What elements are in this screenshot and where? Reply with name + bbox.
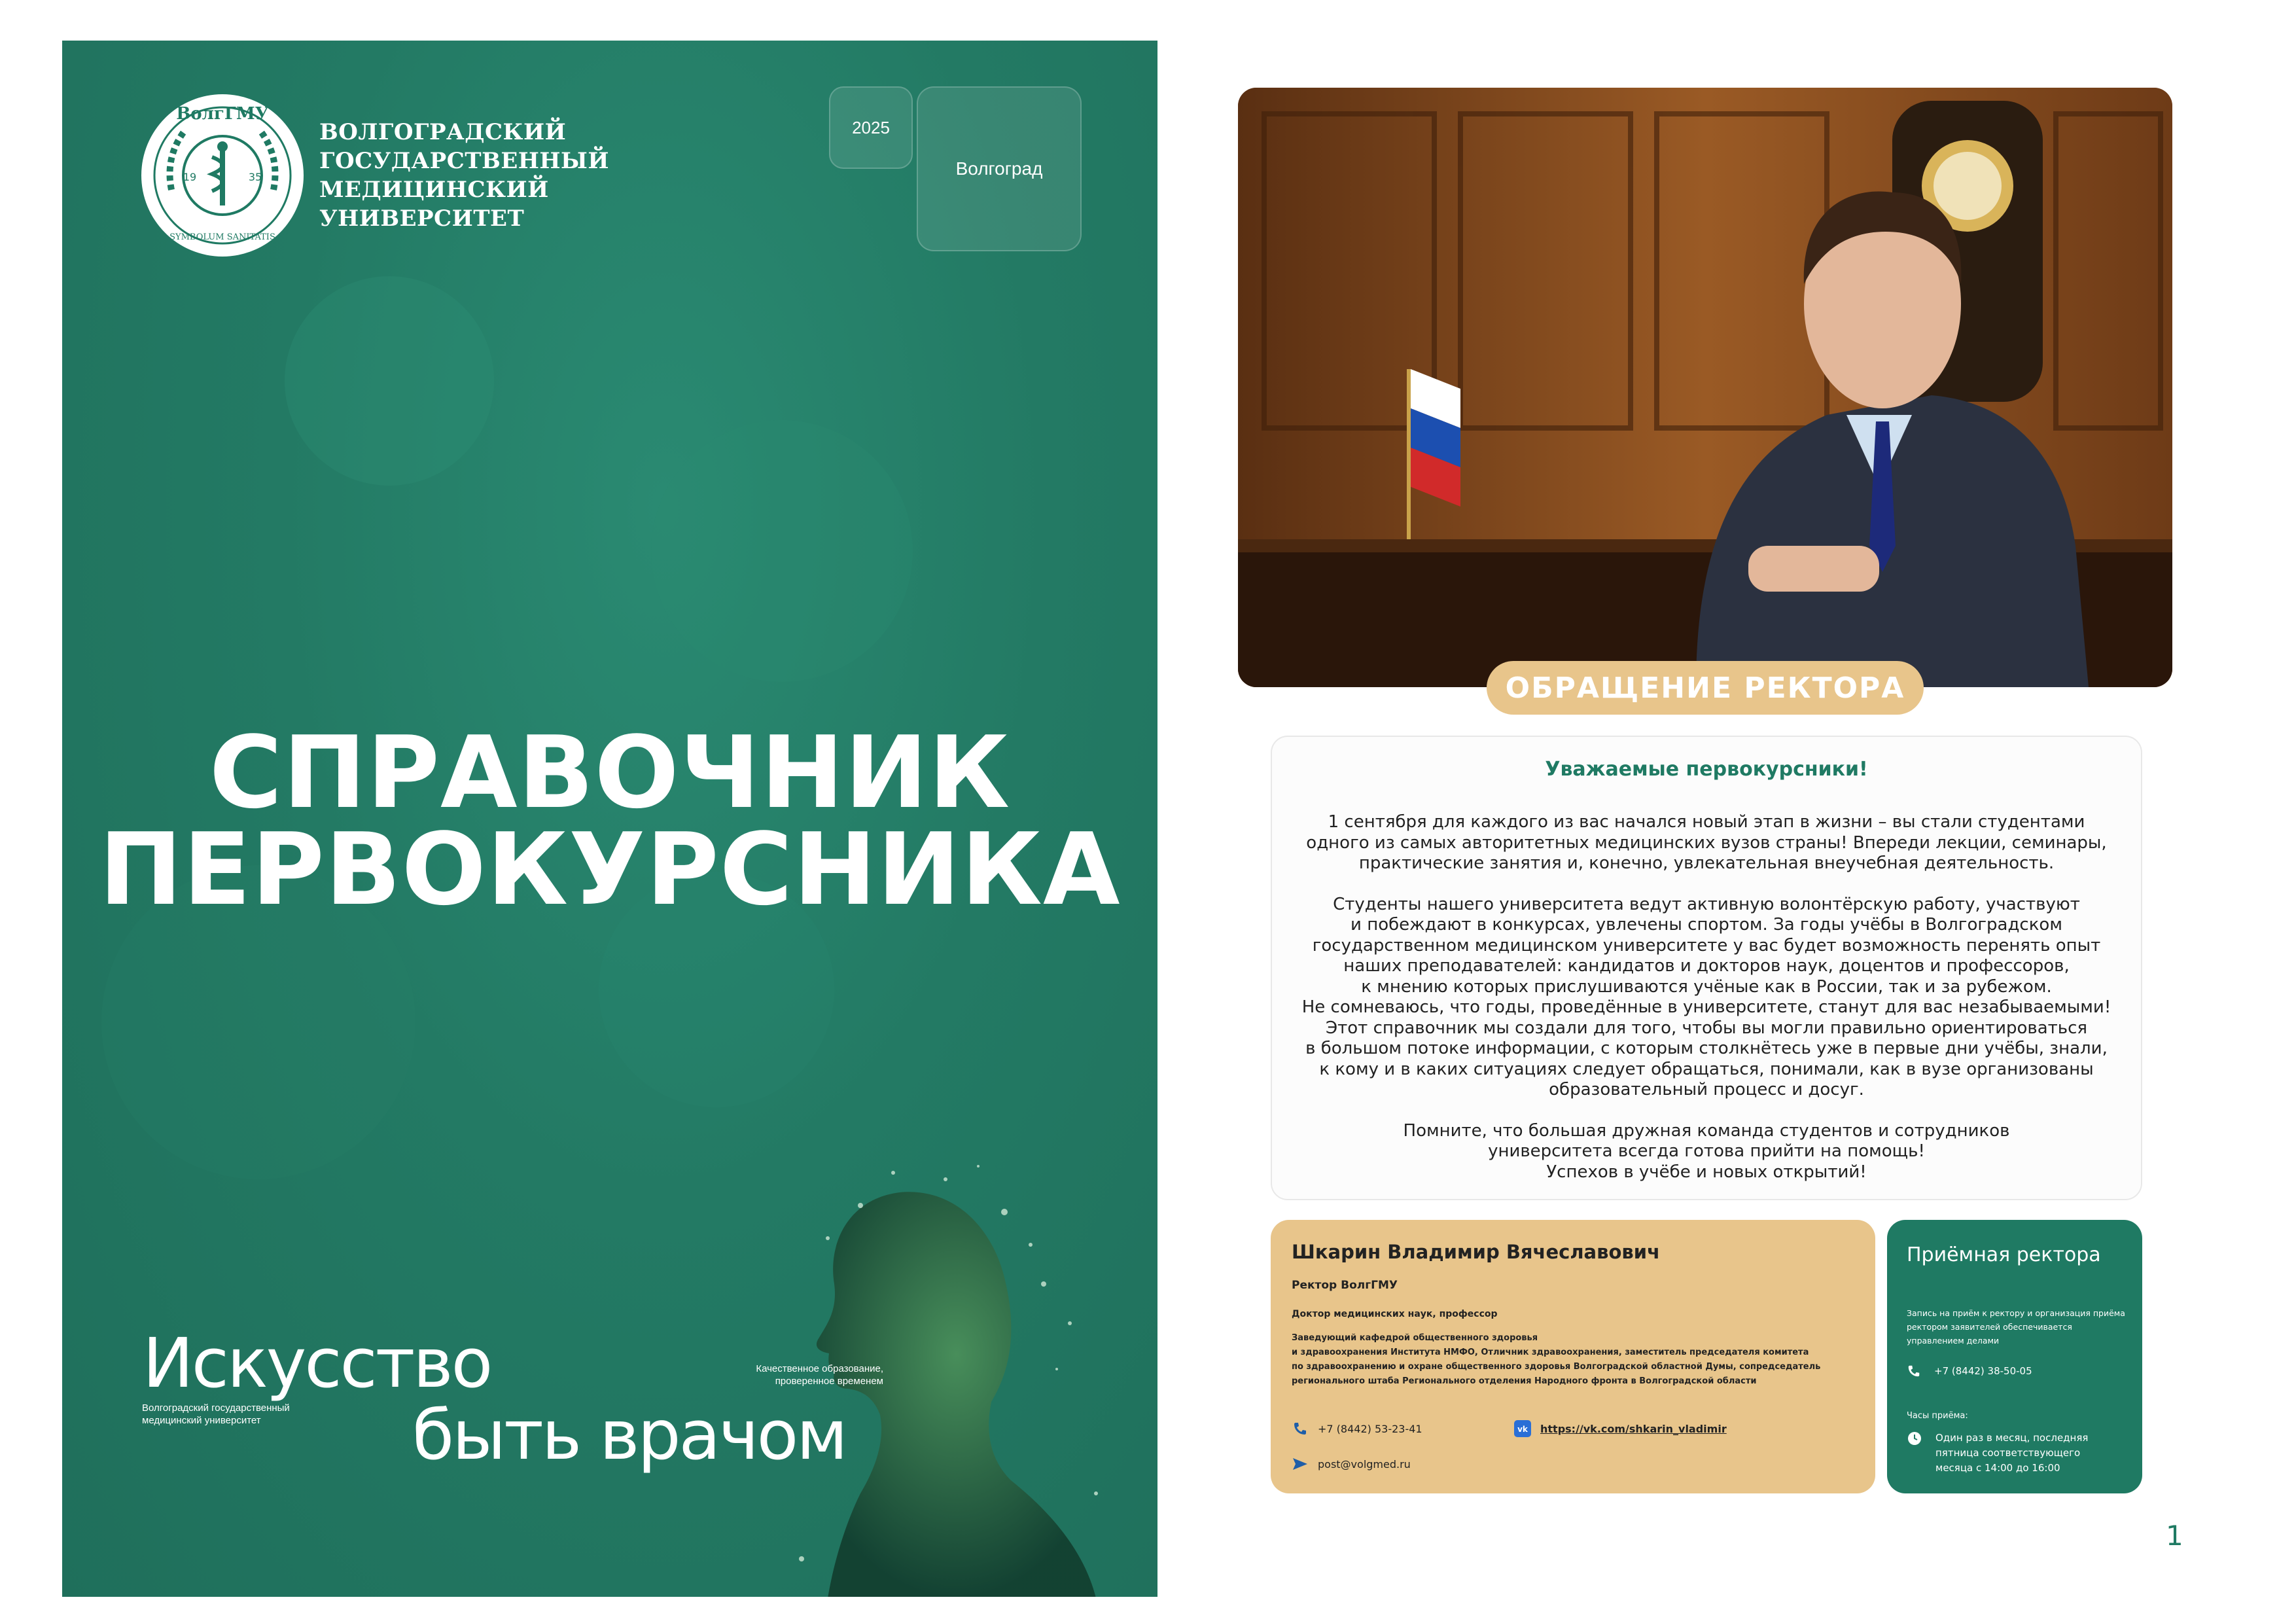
cover-title [62,715,1157,927]
letter-line: университета всегда готова прийти на помощь! [1488,1141,1925,1161]
office-hours-label: Часы приёма: [1907,1411,1968,1421]
duty-line: и здравоохранения Института НМФО, Отличник здравоохранения, заместитель председателя комитета [1292,1347,1809,1357]
email-address[interactable]: post@volgmed.ru [1318,1457,1411,1471]
caption-line: медицинский университет [142,1415,261,1426]
vk-icon [1514,1420,1531,1437]
letter-body [1272,812,2141,1183]
office-hours-text: Один раз в месяц, последняя пятница соответствующего месяца с 14:00 до 16:00 [1935,1432,2089,1474]
small-caption-right [674,1363,883,1387]
office-hours-row [1907,1431,2119,1476]
letter-line: Не сомневаюсь, что годы, проведённые в университете, станут для вас незабываемыми! [1301,997,2111,1017]
caption-line: проверенное временем [775,1376,883,1387]
letter-line: практические занятия и, конечно, увлекательная внеучебная деятельность. [1358,853,2055,873]
letter-greeting: Уважаемые первокурсники! [1545,758,1868,781]
office-phone-row[interactable] [1907,1364,2032,1378]
rector-photo [1238,88,2172,687]
letter-line: к мнению которых прислушиваются учёные как в России, так и за рубежом. [1361,976,2052,997]
svg-text:vk: vk [1517,1425,1528,1434]
rector-photo-illustration [1238,88,2172,687]
letter-line: Этот справочник мы создали для того, чтобы вы могли правильно ориентироваться [1325,1018,2088,1038]
seal-year-right: 35 [248,171,262,183]
seal-title: ВолгГМУ [176,104,269,124]
slogan-line-2: быть врачом [412,1395,846,1475]
letter-line: и побеждают в конкурсах, увлечены спортом. За годы учёбы в Волгоградском [1351,915,2062,935]
office-title: Приёмная ректора [1907,1243,2101,1266]
letter-line: Студенты нашего университета ведут активную волонтёрскую работу, участвуют [1333,894,2080,914]
letter-line: образовательный процесс и досуг. [1549,1080,1864,1099]
rector-address-banner: ОБРАЩЕНИЕ РЕКТОРА [1487,661,1924,715]
rector-position: Ректор ВолгГМУ [1292,1279,1398,1292]
letter-paragraph [1272,1121,2141,1183]
phone-icon [1907,1364,1921,1378]
page-number: 1 [2166,1520,2183,1552]
rector-office-card [1887,1220,2142,1493]
letter-paragraph [1272,812,2141,874]
seal-motto: SYMBOLUM SANITATIS [169,232,275,242]
year-badge: 2025 [829,86,913,169]
letter-line: государственном медицинском университете у вас будет возможность перенять опыт [1312,935,2101,955]
cover-title-line: СПРАВОЧНИК [209,715,1011,830]
email-contact[interactable] [1292,1455,1411,1472]
rector-letter [1271,736,2142,1200]
seal-year-left: 19 [183,171,197,183]
clock-icon [1907,1431,1922,1446]
university-seal-logo [139,92,306,259]
university-name-line: ВОЛГОГРАДСКИЙ [319,119,567,145]
office-phone-number: +7 (8442) 38-50-05 [1934,1365,2032,1377]
vk-contact[interactable] [1514,1420,1727,1437]
letter-line: к кому и в каких ситуациях следует обращаться, понимали, как в вузе организованы [1319,1059,2094,1079]
phone-number: +7 (8442) 53-23-41 [1318,1422,1422,1435]
small-caption-left [142,1402,351,1427]
duty-line: Заведующий кафедрой общественного здоровья [1292,1333,1538,1343]
university-name-line: ГОСУДАРСТВЕННЫЙ [319,148,609,174]
letter-line: Помните, что большая дружная команда студентов и сотрудников [1403,1120,2010,1141]
letter-paragraph [1272,895,2141,1101]
caption-line: Волгоградский государственный [142,1402,290,1414]
letter-line: 1 сентября для каждого из вас начался новый этап в жизни – вы стали студентами [1328,812,2085,832]
cover-page [62,41,1157,1597]
letter-line: Успехов в учёбе и новых открытий! [1546,1162,1867,1182]
rector-degree: Доктор медицинских наук, профессор [1292,1309,1498,1319]
university-name-line: УНИВЕРСИТЕТ [319,205,525,232]
letter-line: в большом потоке информации, с которым столкнётесь уже в первые дни учёбы, знали, [1305,1039,2108,1058]
rector-name: Шкарин Владимир Вячеславович [1292,1241,1660,1263]
city-badge: Волгоград [917,86,1082,251]
office-note: Запись на приём к ректору и организация приёма ректором заявителей обеспечивается управлением делами [1907,1308,2125,1346]
mail-icon [1292,1455,1309,1472]
rector-info-card [1271,1220,1875,1493]
letter-line: одного из самых авторитетных медицинских вузов страны! Впереди лекции, семинары, [1306,832,2107,853]
slogan-line-1: Искусство [143,1323,491,1403]
letter-line: наших преподавателей: кандидатов и докторов наук, доцентов и профессоров, [1343,956,2070,976]
rector-duties [1292,1331,1854,1389]
duty-line: регионального штаба Регионального отделения Народного фронта в Волгоградской области [1292,1376,1757,1386]
cover-title-line: ПЕРВОКУРСНИКА [99,812,1121,927]
vk-link[interactable]: https://vk.com/shkarin_vladimir [1540,1422,1727,1435]
caption-line: Качественное образование, [756,1363,883,1374]
phone-contact[interactable] [1292,1420,1422,1437]
university-name [319,118,609,233]
university-name-line: МЕДИЦИНСКИЙ [319,177,549,203]
duty-line: по здравоохранению и охране общественного здоровья Волгоградской областной Думы, сопредседатель [1292,1362,1821,1372]
phone-icon [1292,1420,1309,1437]
